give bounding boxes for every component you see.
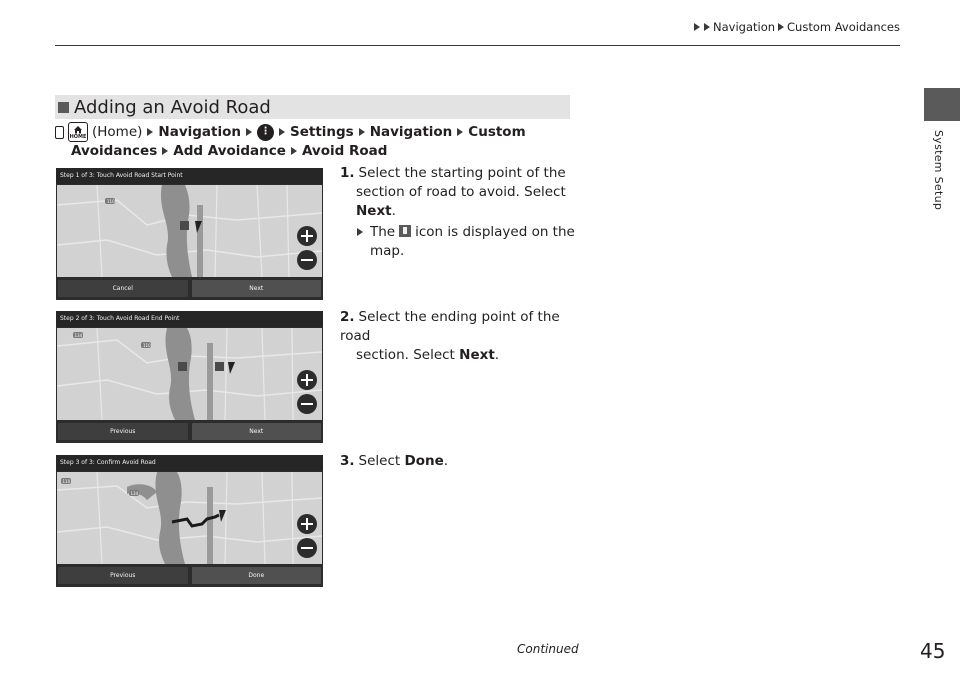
home-label: (Home) bbox=[92, 124, 143, 140]
map-view bbox=[57, 472, 322, 564]
path-item: Add Avoidance bbox=[173, 143, 286, 159]
next-button[interactable]: Next bbox=[192, 280, 322, 297]
section-square-icon bbox=[58, 102, 69, 113]
path-item: Avoid Road bbox=[301, 143, 388, 159]
road-shield: 110 bbox=[62, 479, 71, 484]
avoid-pin-icon bbox=[399, 225, 411, 237]
step-text: Select bbox=[358, 453, 401, 469]
breadcrumb-arrow-icon bbox=[694, 23, 700, 31]
path-arrow-icon bbox=[279, 128, 285, 136]
breadcrumb-arrow-icon bbox=[704, 23, 710, 31]
step-3: 3. Select Done. bbox=[340, 453, 449, 469]
home-button-icon: HOME bbox=[68, 122, 88, 142]
step-number: 2. bbox=[340, 309, 355, 325]
screenshot-step-1 bbox=[56, 168, 323, 300]
hand-pointer-icon bbox=[55, 126, 64, 139]
road-shield: 110 bbox=[107, 199, 115, 204]
side-tab-marker bbox=[924, 88, 960, 121]
road-shield: 110 bbox=[143, 343, 151, 348]
road-shield: 134 bbox=[130, 491, 139, 496]
side-tab-label: System Setup bbox=[932, 130, 945, 211]
cancel-button[interactable]: Cancel bbox=[58, 280, 188, 297]
path-item: Navigation bbox=[158, 124, 241, 140]
continued-label: Continued bbox=[517, 642, 579, 656]
breadcrumb bbox=[693, 20, 900, 34]
screenshot-step-3 bbox=[56, 455, 323, 587]
previous-button[interactable]: Previous bbox=[58, 423, 188, 440]
section-heading bbox=[55, 95, 570, 119]
step-text: section of road to avoid. Select bbox=[356, 184, 566, 200]
step-1: 1. Select the starting point of the section of road to avoid. Select Next. The icon is displayed on the map. bbox=[340, 165, 575, 259]
path-arrow-icon bbox=[147, 128, 153, 136]
step-keyword: Next bbox=[356, 203, 392, 219]
path-item: Avoidances bbox=[71, 143, 158, 159]
path-arrow-icon bbox=[457, 128, 463, 136]
header-rule bbox=[55, 45, 900, 46]
step-number: 3. bbox=[340, 453, 355, 469]
done-button[interactable]: Done bbox=[192, 567, 322, 584]
step-keyword: Done bbox=[404, 453, 444, 469]
step-2: 2. Select the ending point of the road section. Select Next. bbox=[340, 309, 560, 363]
breadcrumb-item: Navigation bbox=[713, 20, 776, 34]
map-view bbox=[57, 328, 322, 420]
map-view bbox=[57, 185, 322, 277]
screen-title: Step 1 of 3: Touch Avoid Road Start Point bbox=[56, 168, 323, 184]
breadcrumb-item: Custom Avoidances bbox=[787, 20, 900, 34]
path-arrow-icon bbox=[359, 128, 365, 136]
path-arrow-icon bbox=[246, 128, 252, 136]
screenshot-step-2 bbox=[56, 311, 323, 443]
path-arrow-icon bbox=[162, 147, 168, 155]
step-text: Select the ending point of the road bbox=[340, 309, 560, 344]
path-item: Custom bbox=[468, 124, 526, 140]
page-number: 45 bbox=[920, 639, 946, 663]
next-button[interactable]: Next bbox=[192, 423, 322, 440]
path-item: Settings bbox=[289, 124, 354, 140]
step-number: 1. bbox=[340, 165, 355, 181]
breadcrumb-arrow-icon bbox=[778, 23, 784, 31]
step-keyword: Next bbox=[459, 347, 495, 363]
more-options-icon: ⋮ bbox=[257, 124, 274, 141]
previous-button[interactable]: Previous bbox=[58, 567, 188, 584]
result-arrow-icon bbox=[357, 228, 363, 236]
screen-title: Step 2 of 3: Touch Avoid Road End Point bbox=[56, 311, 323, 327]
path-arrow-icon bbox=[291, 147, 297, 155]
section-title: Adding an Avoid Road bbox=[74, 96, 271, 118]
navigation-path bbox=[55, 122, 565, 160]
step-result: The icon is displayed on the map. bbox=[340, 223, 575, 261]
step-text: section. Select bbox=[356, 347, 455, 363]
step-text: Select the starting point of the bbox=[358, 165, 566, 181]
path-item: Navigation bbox=[369, 124, 453, 140]
screen-title: Step 3 of 3: Confirm Avoid Road bbox=[56, 455, 323, 471]
road-shield: 134 bbox=[74, 333, 83, 338]
